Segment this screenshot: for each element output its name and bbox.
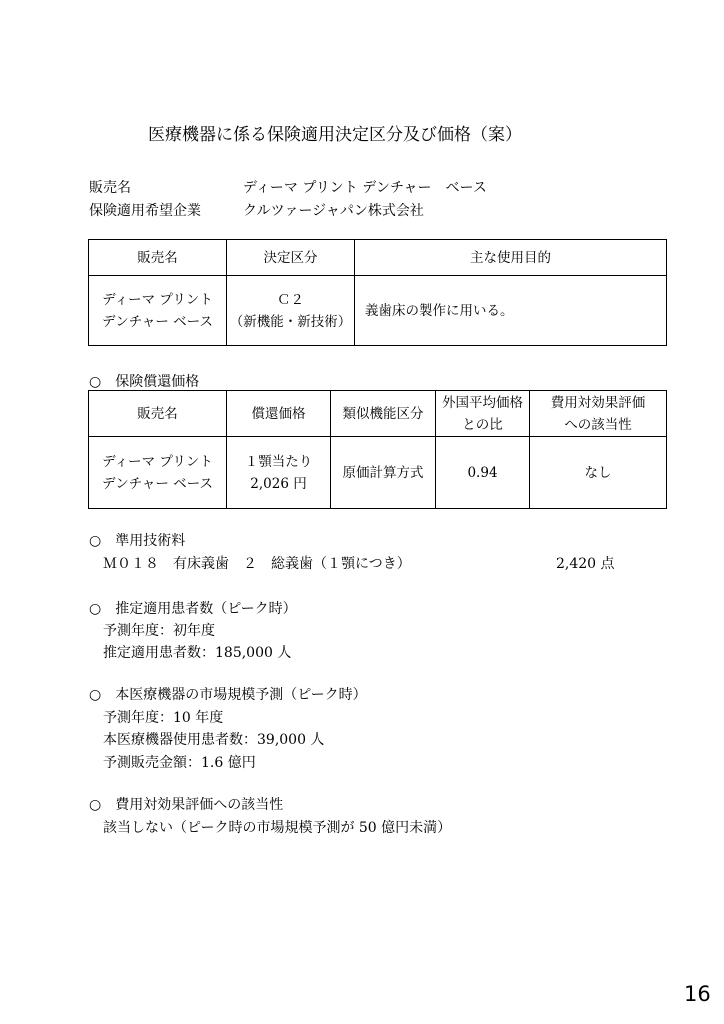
cell-foreign-price-ratio: 0.94 (436, 437, 530, 509)
header-main-purpose: 主な使用目的 (355, 240, 667, 276)
patients-forecast-year: 予測年度：初年度 (103, 623, 215, 639)
header-foreign-price-line2: との比 (462, 416, 503, 433)
page-title: 医療機器に係る保険適用決定区分及び価格（案） (148, 125, 522, 145)
header-foreign-price-line1: 外国平均価格 (442, 394, 523, 411)
cell-product-name-2-line1: ディーマ プリント (102, 453, 213, 470)
cost-effect-heading: ○ 費用対効果評価への該当性 (89, 797, 284, 813)
company-value: クルツァージャパン株式会社 (243, 203, 424, 219)
page-number: 16 (684, 982, 711, 1006)
cell-product-name-line1: ディーマ プリント (102, 291, 213, 308)
header-product-name: 販売名 (89, 240, 227, 276)
patients-heading: ○ 推定適用患者数（ピーク時） (89, 601, 297, 617)
product-name-value: ディーマ プリント デンチャー ベース (243, 180, 487, 196)
cell-price-line1: １顎当たり (244, 453, 313, 470)
tech-fee-heading: ○ 準用技術料 (89, 533, 186, 549)
cell-price-line2: 2,026 円 (250, 475, 307, 492)
header-cost-effectiveness (530, 391, 667, 437)
decision-table (88, 239, 667, 346)
company-label: 保険適用希望企業 (89, 203, 201, 219)
header-decision-category: 決定区分 (227, 240, 355, 276)
cell-decision-category (227, 276, 355, 346)
cell-similar-function: 原価計算方式 (331, 437, 436, 509)
product-name-label: 販売名 (89, 180, 131, 196)
header-reimbursement-price: 償還価格 (227, 391, 331, 437)
market-heading: ○ 本医療機器の市場規模予測（ピーク時） (89, 687, 367, 703)
cell-reimbursement-price (227, 437, 331, 509)
cell-category-line2: （新機能・新技術） (229, 313, 352, 330)
cell-main-purpose: 義歯床の製作に用いる。 (355, 276, 667, 346)
patients-estimated-count: 推定適用患者数：185,000 人 (103, 645, 292, 661)
cell-product-name-line2: デンチャー ベース (102, 313, 213, 330)
tech-fee-points: 2,420 点 (556, 556, 615, 572)
tech-fee-item: Ｍ０１８ 有床義歯 ２ 総義歯（１顎につき） (103, 556, 411, 572)
header-cost-effectiveness-line1: 費用対効果評価 (550, 394, 646, 411)
market-sales-amount: 予測販売金額：1.6 億円 (103, 755, 256, 771)
cell-category-line1: Ｃ２ (277, 291, 304, 308)
cell-product-name (89, 276, 227, 346)
cell-cost-effectiveness: なし (530, 437, 667, 509)
market-patient-count: 本医療機器使用患者数：39,000 人 (103, 732, 325, 748)
header-foreign-price-ratio (436, 391, 530, 437)
cell-product-name-2-line2: デンチャー ベース (102, 475, 213, 492)
header-product-name-2: 販売名 (89, 391, 227, 437)
reimbursement-heading: ○ 保険償還価格 (89, 374, 200, 390)
reimbursement-table (88, 390, 667, 509)
header-cost-effectiveness-line2: への該当性 (564, 416, 632, 433)
cell-product-name-2 (89, 437, 227, 509)
header-similar-function: 類似機能区分 (331, 391, 436, 437)
cost-effect-result: 該当しない（ピーク時の市場規模予測が 50 億円未満） (103, 820, 452, 836)
market-forecast-year: 予測年度：10 年度 (103, 710, 224, 726)
